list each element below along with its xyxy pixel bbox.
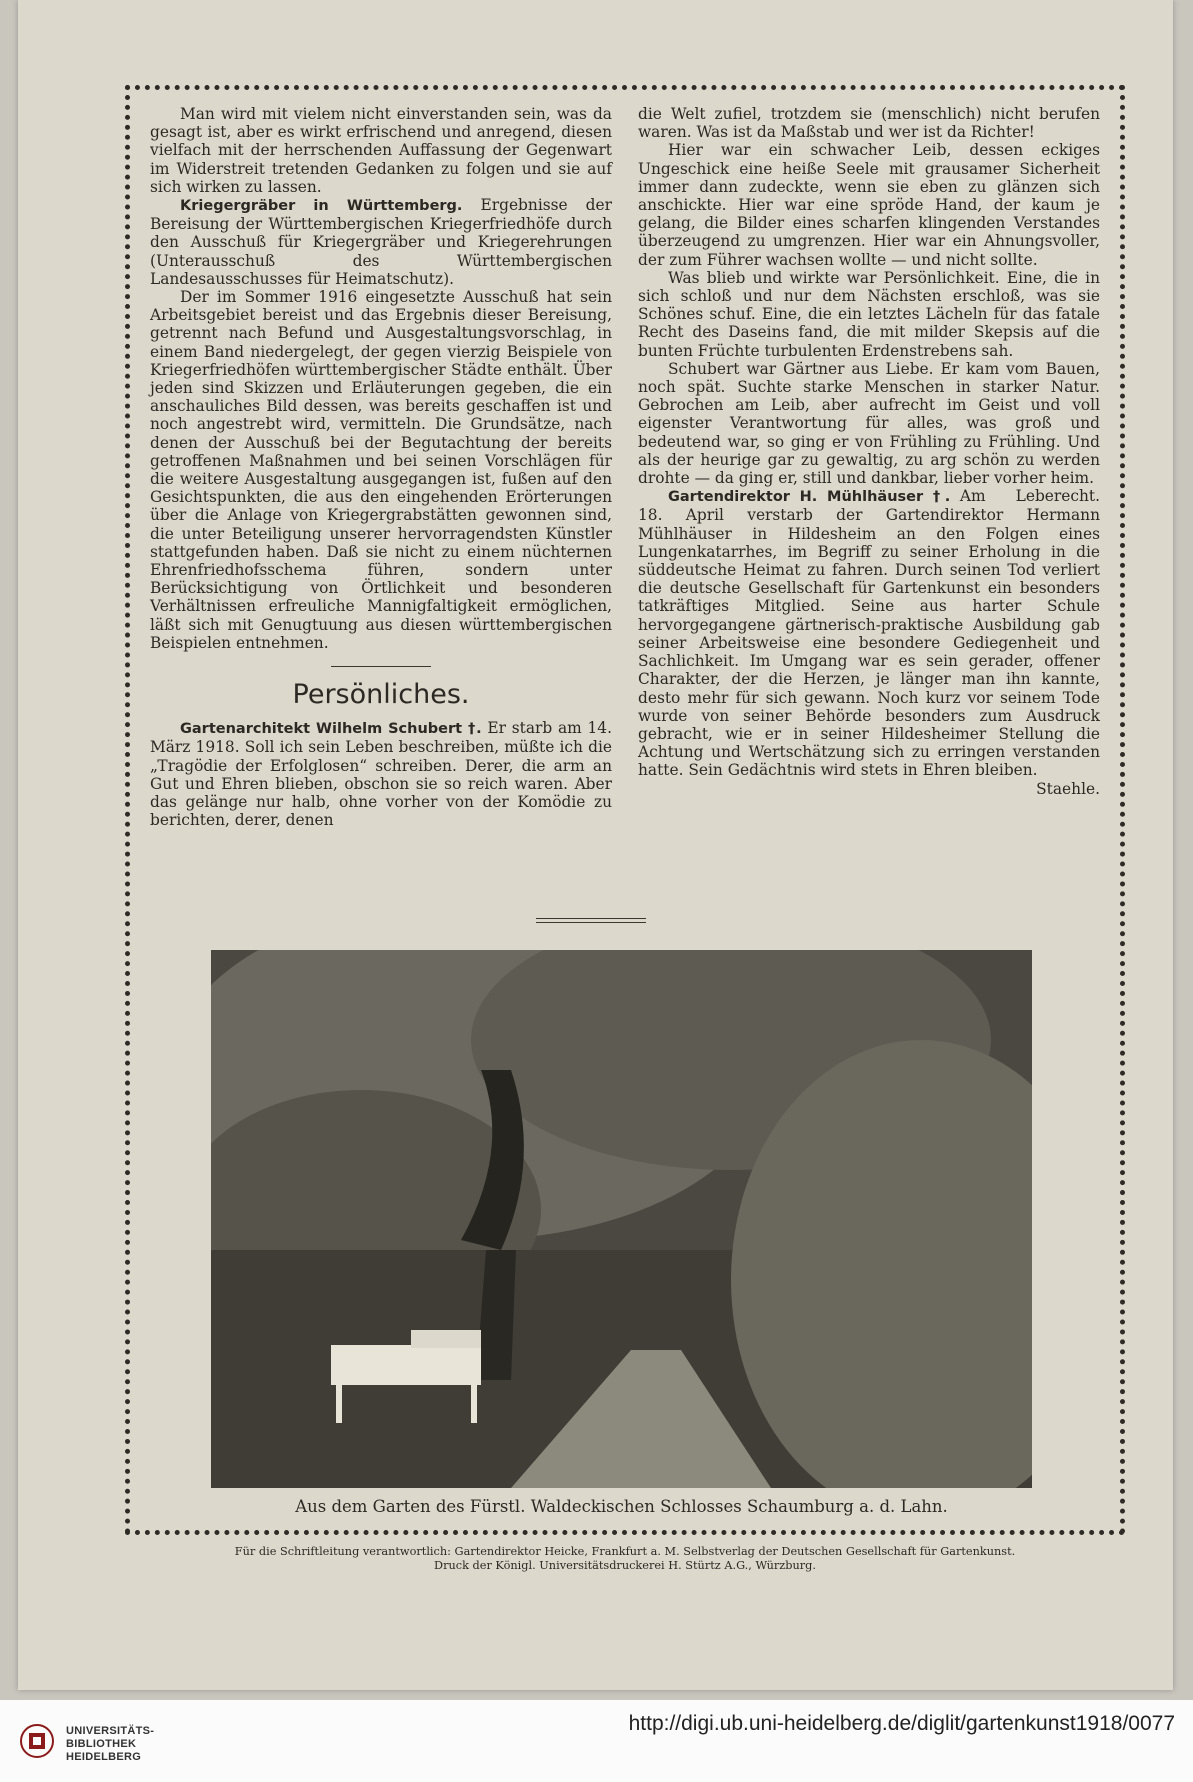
logo-line-1: UNIVERSITÄTS- — [66, 1725, 155, 1737]
paragraph-leib: Hier war ein schwacher Leib, dessen eckiges Ungeschick eine heiße Seele mit grausamer Sicherheit immer dann zudeckte, wenn sie eben zu glänzen sich anschickte. Hier war eine spröde Hand, der kaum je gelang, die Bilder eines scharfen klingenden Verstandes überzeugend zu umgrenzen. Hier war ein Ahnungsvoller, der zum Führer wachsen wollte — und nicht sollte. — [638, 141, 1100, 269]
paragraph-schubert — [150, 719, 612, 829]
logo-line-3: HEIDELBERG — [66, 1751, 142, 1763]
section-body-schubert: Er starb am 14. März 1918. Soll ich sein Leben beschreiben, müßte ich die „Tragödie der Erfolglosen“ schreiben. Derer, die arm an Gut und Ehren blieben, obschon sie so reich waren. Aber das gelänge nur halb, ohne vorher von der Komödie zu berichten, derer, denen — [150, 719, 612, 830]
paragraph-kriegergraeber — [150, 196, 612, 288]
double-rule — [536, 918, 646, 923]
section-heading-persoenliches: Persönliches. — [292, 679, 470, 711]
paragraph-continuation: die Welt zufiel, trotzdem sie (menschlich) nicht berufen waren. Was ist da Maßstab und wer ist da Richter! — [638, 105, 1100, 142]
paragraph-gaertner-text: Schubert war Gärtner aus Liebe. Er kam vom Bauen, noch spät. Suchte starke Menschen in starker Natur. Gebrochen am Leib, aber aufrecht im Geist und voll eigenster Verantwortung für alles, was groß und bedeutend war, so ging er von Frühling zu Frühling. Und als der heurige gar zu gewaltig, zu arg schön zu werden drohte — da ging er, still und dankbar, lieber vorher heim. — [638, 359, 1100, 488]
paragraph-persoenlichkeit: Was blieb und wirkte war Persönlichkeit. Eine, die in sich schloß und nur dem Nächsten erschloß, was sie Schönes schuf. Eine, die ein letztes Lächeln für das fatale Recht des Daseins fand, die mit milder Skepsis auf die bunten Früchte turbulenten Erdenstrebens sah. — [638, 268, 1100, 360]
section-head-kriegergraeber: Kriegergräber in Württemberg. — [180, 198, 463, 215]
section-head-schubert: Gartenarchitekt Wilhelm Schubert †. — [180, 721, 482, 738]
section-body-muehlhaeuser: Am 18. April verstarb der Gartendirektor Hermann Mühlhäuser in Hildesheim an den Folgen eines Lungenkatarrhes, im Begriff zu seiner Erholung in die süddeutsche Heimat zu fahren. Durch seinen Tod verliert die deutsche Gesellschaft für Gartenkunst ein besonders tatkräftiges Mitglied. Seine aus harter Schule hervorgegangene gärtnerisch-praktische Ausbildung gab seiner Arbeitsweise eine besondere Gediegenheit und Sachlichkeit. Im Umgang war es sein gerader, offener Charakter, der die Herzen, je länger man ihn kannte, desto mehr für sich gewann. Noch kurz vor seinem Tode wurde von seiner Behörde besonders zum Ausdruck gebracht, wie er in seiner Hildesheimer Stellung die Achtung und Wertschätzung sich zu erringen verstanden hatte. Sein Gedächtnis wird stets in Ehren bleiben. — [638, 487, 1100, 780]
garden-photograph — [211, 950, 1032, 1488]
section-head-muehlhaeuser: Gartendirektor H. Mühlhäuser †. — [668, 489, 951, 506]
signature-leberecht: Leberecht. — [1015, 487, 1100, 506]
imprint-line-1: Für die Schriftleitung verantwortlich: Gartendirektor Heicke, Frankfurt a. M. Selbstverlag der Deutschen Gesellschaft für Gartenkunst. — [234, 1545, 1016, 1558]
paragraph-intro: Man wird mit vielem nicht einverstanden sein, was da gesagt ist, aber es wirkt erfrischend und anregend, diesen vielfach mit der herrschenden Auffassung der Gegenwart im Widerstreit tretenden Gedanken zu folgen und sie auf sich wirken zu lassen. — [150, 105, 612, 196]
logo-line-2: BIBLIOTHEK — [66, 1738, 137, 1750]
garden-photo-illustration — [211, 950, 1032, 1488]
section-body-kriegergraeber: Ergebnisse der Bereisung der Württembergischen Kriegerfriedhöfe durch den Ausschuß für Kriegergräber und Kriegerehrungen (Unterausschuß des Württembergischen Landesausschusses für Heimatschutz). — [150, 196, 612, 288]
imprint-line-2: Druck der Königl. Universitätsdruckerei H. Stürtz A.G., Würzburg. — [434, 1559, 816, 1572]
separator-rule — [331, 666, 431, 667]
library-logo-text — [66, 1725, 154, 1764]
paragraph-ausschuss: Der im Sommer 1916 eingesetzte Ausschuß hat sein Arbeitsgebiet bereist und das Ergebnis dieser Bereisung, getrennt nach Befund und Ausgestaltungsvorschlag, in einem Band niedergelegt, der gegen vierzig Beispiele von Kriegerfriedhöfen württembergischer Städte enthält. Über jeden sind Skizzen und Erläuterungen gegeben, die ein anschauliches Bild dessen, was bereits geschaffen ist und noch angestrebt wird, vermitteln. Die Grundsätze, nach denen der Ausschuß bei der Begutachtung der bereits getroffenen Maßnahmen und bei seinen Vorschlägen für die weitere Ausgestaltung ausgegangen ist, fußen auf den Gesichtspunkten, die aus den eingehenden Erörterungen über die Anlage von Kriegergrabstätten gewonnen sind, die unter Beteiligung unserer hervorragendsten Künstler stattgefunden haben. Daß sie nicht zu einem nüchternen Ehrenfriedhofsschema führen, sondern unter Berücksichtigung von Örtlichkeit und besonderen Verhältnissen erfreuliche Mannigfaltigkeit ermöglichen, läßt sich mit Genugtuung aus diesen württembergischen Beispielen entnehmen. — [150, 288, 612, 652]
right-column — [638, 105, 1100, 829]
library-logo-icon — [20, 1724, 54, 1758]
signature-staehle: Staehle. — [1036, 779, 1100, 798]
permalink-url[interactable]: http://digi.ub.uni-heidelberg.de/diglit/gartenkunst1918/0077 — [628, 1712, 1175, 1735]
left-column — [150, 105, 612, 829]
library-bar — [0, 1700, 1193, 1782]
text-columns — [150, 105, 1100, 829]
paragraph-muehlhaeuser — [638, 487, 1100, 798]
imprint-footer — [125, 1545, 1125, 1573]
photo-caption: Aus dem Garten des Fürstl. Waldeckischen Schlosses Schaumburg a. d. Lahn. — [295, 1497, 948, 1516]
